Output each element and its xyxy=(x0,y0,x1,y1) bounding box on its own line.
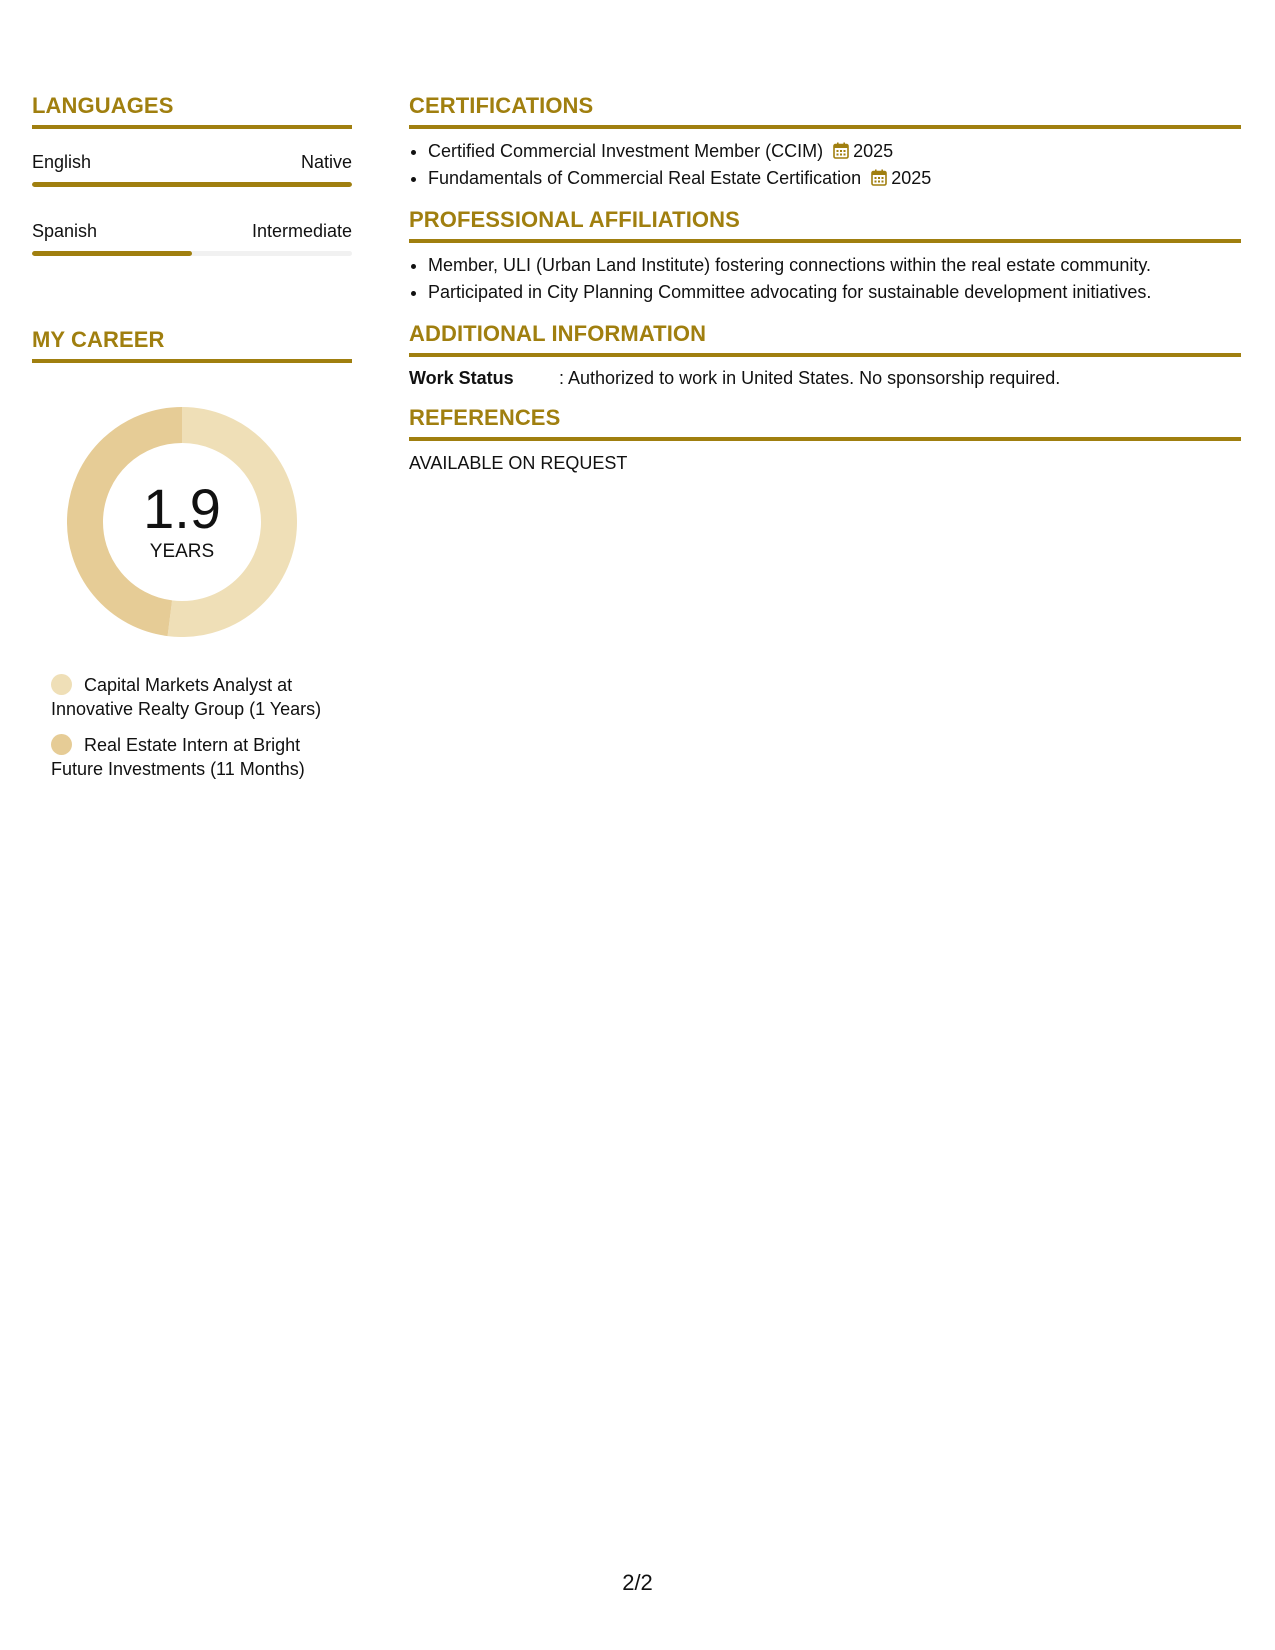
career-total-unit: YEARS xyxy=(149,541,215,562)
additional-info-heading: ADDITIONAL INFORMATION xyxy=(409,320,1241,357)
calendar-icon xyxy=(833,142,849,159)
languages-heading: LANGUAGES xyxy=(32,92,352,129)
affiliations-heading: PROFESSIONAL AFFILIATIONS xyxy=(409,206,1241,243)
left-column xyxy=(32,92,352,793)
language-name: Spanish xyxy=(32,221,98,241)
affiliations-section xyxy=(409,206,1241,306)
languages-section xyxy=(32,92,352,256)
language-proficiency-fill xyxy=(32,182,352,187)
additional-info-section xyxy=(409,320,1241,390)
references-section xyxy=(409,404,1241,475)
work-status-label: Work Status xyxy=(409,368,514,388)
language-proficiency-bar xyxy=(32,182,352,187)
certifications-heading: CERTIFICATIONS xyxy=(409,92,1241,129)
language-level: Native xyxy=(300,152,352,172)
career-legend-item xyxy=(51,733,326,781)
references-text: AVAILABLE ON REQUEST xyxy=(409,453,628,473)
references-heading: REFERENCES xyxy=(409,404,1241,441)
affiliation-item: • Member, ULI (Urban Land Institute) fostering connections within the real estate community. xyxy=(428,252,1241,279)
certification-item xyxy=(428,138,1241,165)
language-level: Intermediate xyxy=(251,221,352,241)
certification-item xyxy=(428,165,1241,192)
language-proficiency-bar xyxy=(32,251,352,256)
calendar-icon xyxy=(871,169,887,186)
career-legend-item xyxy=(51,673,326,721)
career-donut-chart xyxy=(67,407,297,637)
career-heading: MY CAREER xyxy=(32,326,352,363)
affiliations-list xyxy=(409,252,1241,306)
certifications-section xyxy=(409,92,1241,192)
language-name: English xyxy=(32,152,92,172)
work-status-value: : Authorized to work in United States. No sponsorship required. xyxy=(559,368,1061,388)
career-legend-label: Capital Markets Analyst at Innovative Realty Group (1 Years) xyxy=(51,675,322,719)
certification-year: 2025 xyxy=(891,168,932,188)
career-legend-label: Real Estate Intern at Bright Future Investments (11 Months) xyxy=(51,735,305,779)
language-proficiency-fill xyxy=(32,251,192,256)
legend-dot-icon xyxy=(51,674,72,695)
legend-dot-icon xyxy=(51,734,72,755)
certification-title: Fundamentals of Commercial Real Estate Certification xyxy=(428,168,862,188)
donut-center xyxy=(67,407,297,637)
language-item xyxy=(32,151,352,187)
right-column xyxy=(409,92,1241,489)
certification-title: Certified Commercial Investment Member (CCIM) xyxy=(428,141,824,161)
certifications-list xyxy=(409,138,1241,192)
career-legend xyxy=(51,673,326,781)
affiliation-item: • Participated in City Planning Committee advocating for sustainable development initiatives. xyxy=(428,279,1241,306)
certification-year: 2025 xyxy=(853,141,894,161)
work-status-row xyxy=(409,366,1241,390)
career-section xyxy=(32,326,352,781)
language-item xyxy=(32,220,352,256)
career-total-value: 1.9 xyxy=(143,477,221,540)
page-number: 2/2 xyxy=(622,1570,653,1595)
